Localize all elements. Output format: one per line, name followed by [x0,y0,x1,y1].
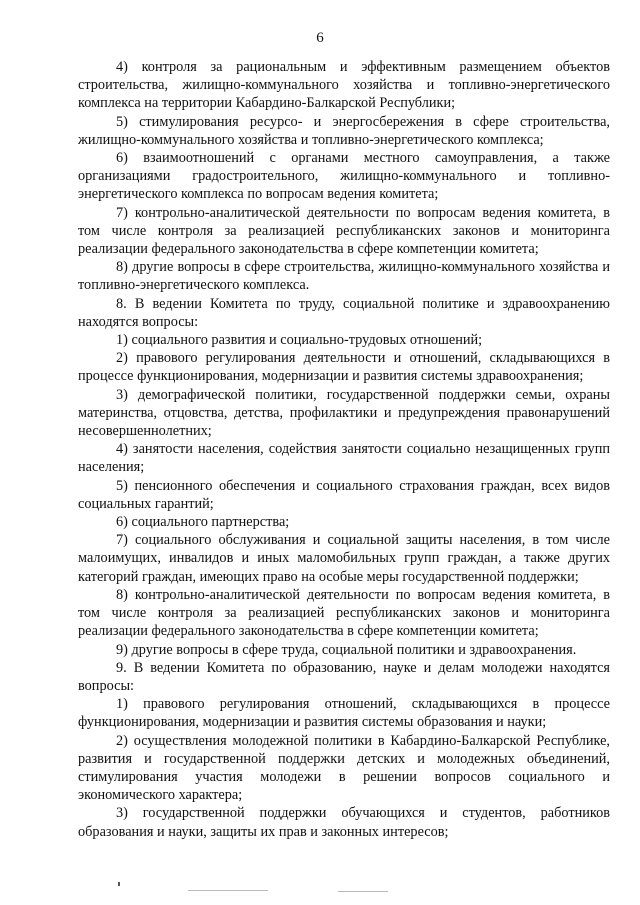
paragraph: 7) социального обслуживания и социальной защиты населения, в том числе малоимущих, инвалидов и иных маломобильных групп граждан, а также других категорий граждан, имеющих право на особые меры государственной поддержки; [78,532,610,585]
scan-artifact-mark [118,882,120,886]
paragraph: 8) контрольно-аналитической деятельности по вопросам ведения комитета, в том числе контроля за реализацией республиканских законов и мониторинга реализации федерального законодательства в сфере компетенции комитета; [78,586,610,640]
scan-artifact-mark [188,890,268,891]
paragraph: 9. В ведении Комитета по образованию, науке и делам молодежи находятся вопросы: [78,659,610,694]
paragraph: 8. В ведении Комитета по труду, социальной политике и здравоохранению находятся вопросы: [78,295,610,330]
paragraph: 1) правового регулирования отношений, складывающихся в процессе функционирования, модернизации и развития системы образования и науки; [78,696,610,731]
page-number: 6 [316,30,324,46]
paragraph: 6) социального партнерства; [116,514,290,531]
paragraph: 5) пенсионного обеспечения и социального страхования граждан, всех видов социальных гарантий; [78,477,610,512]
paragraph: 4) занятости населения, содействия занятости социально незащищенных групп населения; [78,441,610,476]
paragraph: 5) стимулирования ресурсо- и энергосбережения в сфере строительства, жилищно-коммунального хозяйства и топливно-энергетического комплекса; [78,113,610,148]
paragraph: 3) государственной поддержки обучающихся и студентов, работников образования и науки, защиты их прав и законных интересов; [78,805,610,840]
paragraph: 7) контрольно-аналитической деятельности по вопросам ведения комитета, в том числе контроля за реализацией республиканских законов и мониторинга реализации федерального законодательства в сфере компетенции комитета; [78,204,610,258]
paragraph: 9) другие вопросы в сфере труда, социальной политики и здравоохранения. [116,641,577,658]
paragraph: 4) контроля за рациональным и эффективным размещением объектов строительства, жилищно-коммунального хозяйства и топливно-энергетического комплекса на территории Кабардино-Балкарской Республики; [78,59,610,112]
paragraph: 3) демографической политики, государственной поддержки семьи, охраны материнства, отцовства, детства, профилактики и предупреждения правонарушений несовершеннолетних; [78,386,610,440]
paragraph: 1) социального развития и социально-трудовых отношений; [116,332,483,349]
paragraph: 2) правового регулирования деятельности и отношений, складывающихся в процессе функционирования, модернизации и развития системы здравоохранения; [78,350,610,385]
scan-artifact-mark [338,891,388,892]
document-body [78,58,610,841]
paragraph: 2) осуществления молодежной политики в Кабардино-Балкарской Республике, развития и государственной поддержки детских и молодежных объединений, стимулирования участия молодежи в решении вопросов социального и экономического характера; [78,732,610,804]
paragraph: 6) взаимоотношений с органами местного самоуправления, а также организациями градостроительного, жилищно-коммунального и топливно-энергетического комплекса по вопросам ведения комитета; [78,150,610,203]
paragraph: 8) другие вопросы в сфере строительства, жилищно-коммунального хозяйства и топливно-энергетического комплекса. [78,259,610,294]
